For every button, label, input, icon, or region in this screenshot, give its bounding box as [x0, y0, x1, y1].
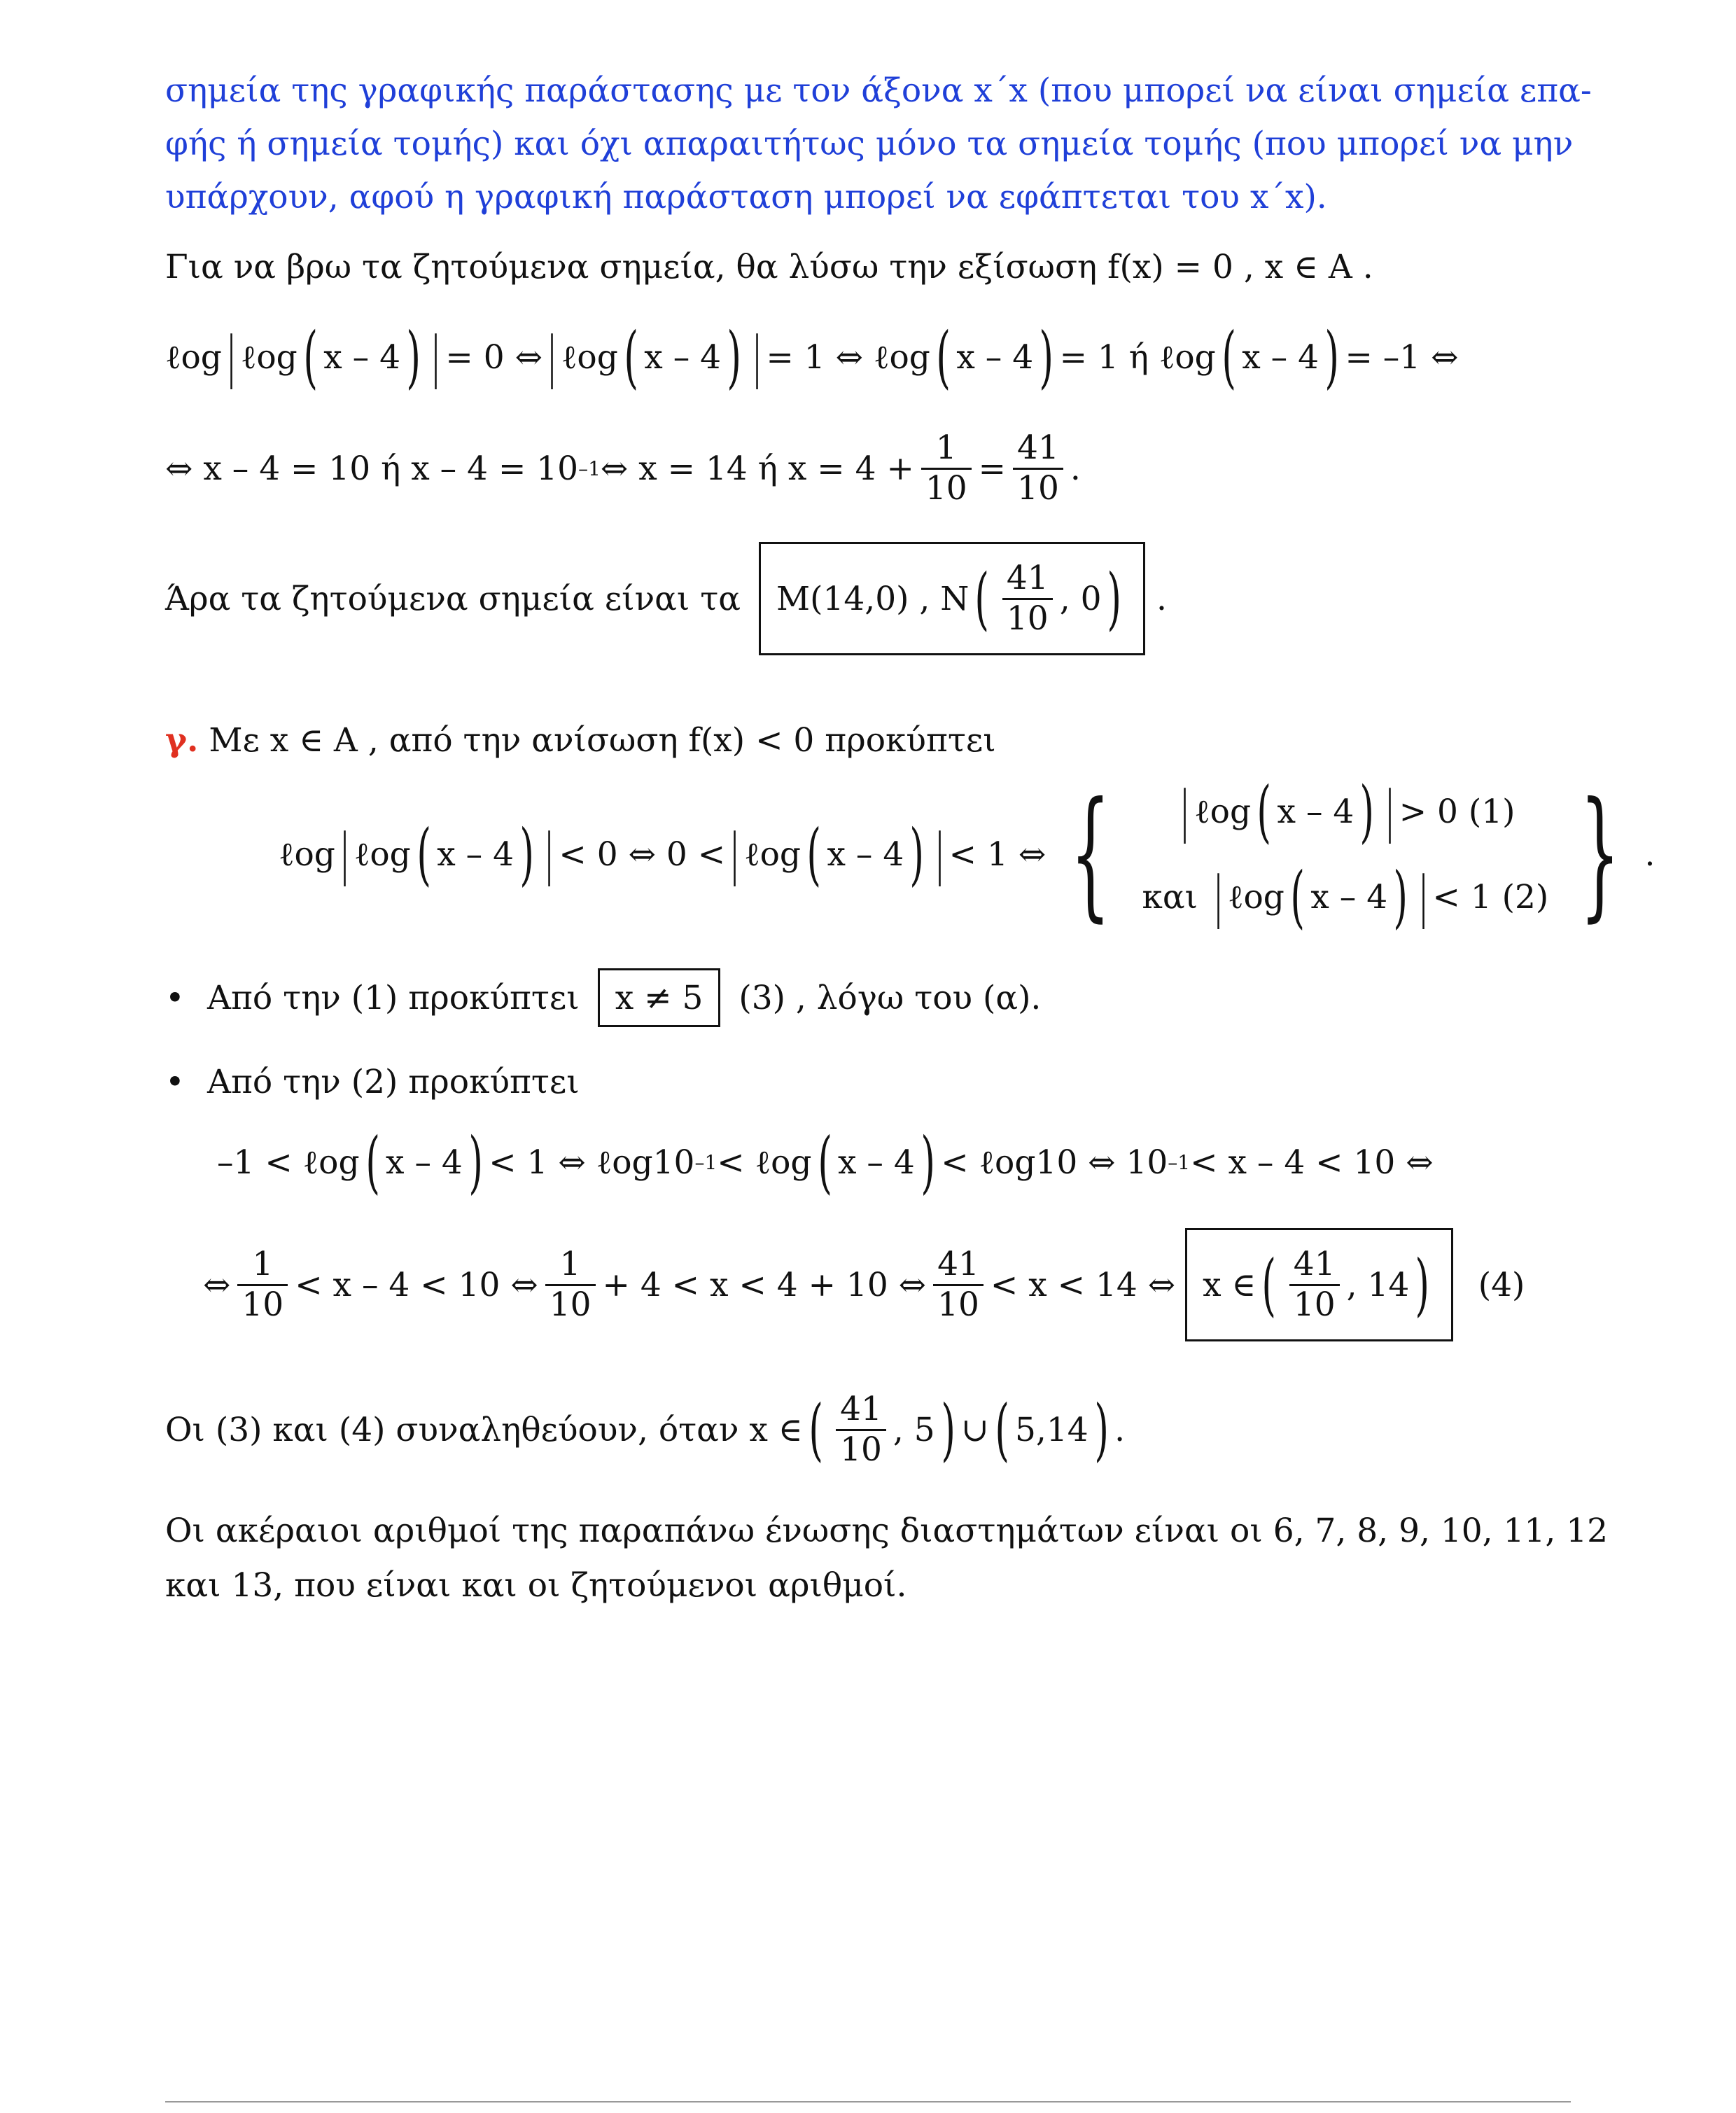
paren-right: ) [920, 1123, 935, 1201]
ineq-period: . [1644, 835, 1656, 874]
fraction-41-10 [1013, 429, 1063, 507]
frac-num: 41 [1293, 1245, 1336, 1284]
abs-bar-right: | [935, 821, 944, 886]
paren-right: ) [1415, 1246, 1430, 1324]
frac-num: 41 [937, 1245, 979, 1284]
chain1-p3: < 1 ⇔ ℓog10 [489, 1143, 695, 1182]
eq1-arg-4: x – 4 [1242, 337, 1319, 377]
frac-den: 10 [1289, 1284, 1340, 1324]
inequality-chain-2 [203, 1222, 1610, 1348]
paren-right: ) [909, 815, 925, 893]
inequality-chain-1 [217, 1123, 1624, 1201]
paren-left: ( [817, 1123, 832, 1201]
abs-bar-left: | [1181, 779, 1189, 844]
fraction-1-10 [921, 429, 972, 507]
paren-left: ( [624, 318, 638, 396]
conclusion-line-1: Οι ακέραιοι αριθμοί της παραπάνω ένωσης διαστημάτων είναι οι 6, 7, 8, 9, 10, 11, 12 [165, 1512, 1609, 1550]
paren-right: ) [1094, 1390, 1109, 1469]
equation-tag-4: (4) [1478, 1265, 1525, 1304]
paren-right: ) [406, 318, 421, 396]
abs-bar-right: | [545, 821, 554, 886]
frac-num: 1 [559, 1245, 581, 1284]
frac-den: 10 [545, 1284, 596, 1324]
eq1-end: = –1 ⇔ [1345, 337, 1459, 377]
frac-den: 10 [237, 1284, 288, 1324]
bullet-1 [165, 970, 1572, 1026]
fraction-41-10 [1002, 559, 1053, 637]
paren-left: ( [808, 1390, 823, 1469]
paren-right: ) [468, 1123, 483, 1201]
fraction-41-10 [1289, 1246, 1340, 1323]
union-period: . [1114, 1410, 1126, 1449]
paren-right: ) [1324, 318, 1340, 396]
ineq-rel-2: < 1 ⇔ [948, 835, 1046, 874]
paren-right: ) [519, 815, 535, 893]
footer-rule [165, 2101, 1571, 2102]
chain1-p7: < x – 4 < 10 ⇔ [1190, 1143, 1434, 1182]
intro-line-1: σημεία της γραφικής παράστασης με τον άξονα x΄x (που μπορεί να είναι σημεία επα- [165, 71, 1592, 110]
frac-num: 1 [935, 428, 957, 468]
paren-left: ( [1261, 1246, 1277, 1324]
part-c-letter: γ. [165, 721, 199, 760]
paren-left: ( [974, 559, 990, 638]
union-p2: 5,14 [1015, 1410, 1088, 1449]
answer-period: . [1156, 579, 1167, 618]
chain1-arg: x – 4 [386, 1143, 463, 1182]
fraction-41-10 [836, 1390, 886, 1468]
paren-left: ( [806, 815, 822, 893]
intro-line-3: υπάρχουν, αφού η γραφική παράσταση μπορεί να εφάπτεται του x΄x). [165, 178, 1327, 216]
equation-log-abs [165, 318, 1572, 396]
frac-den: 10 [933, 1284, 983, 1324]
eq1-or: = 1 ή ℓog [1059, 337, 1216, 377]
abs-bar-right: | [752, 324, 761, 389]
frac-den: 10 [1013, 468, 1063, 508]
answer-points [165, 543, 1572, 655]
abs-bar-left: | [227, 324, 235, 389]
paren-right: ) [1393, 858, 1408, 936]
part-c-heading [165, 721, 1572, 760]
fraction-1-10 [545, 1246, 596, 1323]
eq2-equals: = [978, 449, 1007, 488]
system-row-1 [1142, 772, 1548, 851]
sys2-and: και [1142, 877, 1198, 916]
intro-line-2: φής ή σημεία τομής) και όχι απαραιτήτως μόνο τα σημεία τομής (που μπορεί να μην [165, 125, 1574, 163]
abs-bar-right: | [1419, 864, 1427, 929]
paren-left: ( [1256, 772, 1272, 851]
ineq-log-inner: ℓog [354, 835, 411, 874]
paren-left: ( [994, 1390, 1009, 1469]
point-n-rest: , 0 [1059, 579, 1102, 618]
conclusion-line-2: και 13, που είναι και οι ζητούμενοι αριθμοί. [165, 1566, 907, 1605]
sys1-arg: x – 4 [1277, 792, 1354, 831]
bullet-1-lead: Από την (1) προκύπτει [207, 978, 580, 1017]
abs-bar-left: | [340, 821, 349, 886]
paren-left: ( [936, 318, 951, 396]
point-m: M(14,0) , N [776, 579, 969, 618]
system-brace-left: { [1070, 772, 1111, 935]
ineq-log-2: ℓog [744, 835, 801, 874]
paren-left: ( [416, 815, 431, 893]
frac-num: 41 [840, 1390, 882, 1429]
eq1-eq-2: = 1 ⇔ ℓog [766, 337, 930, 377]
bullet-2 [165, 1057, 1572, 1106]
chain1-p6: < ℓog10 ⇔ 10 [941, 1143, 1168, 1182]
sys2-arg: x – 4 [1310, 877, 1388, 916]
abs-bar-right: | [1385, 779, 1394, 844]
sys2-log: ℓog [1227, 877, 1284, 916]
eq1-log-inner: ℓog [240, 337, 298, 377]
chain2-p4: < x < 14 ⇔ [990, 1265, 1176, 1304]
fraction-41-10 [933, 1246, 983, 1323]
abs-bar-right: | [432, 324, 440, 389]
paren-right: ) [941, 1390, 955, 1469]
union-symbol: ∪ [961, 1410, 989, 1449]
eq2-exponent: –1 [578, 456, 601, 480]
frac-num: 41 [1017, 428, 1059, 468]
chain2-p1: ⇔ [203, 1265, 231, 1304]
paren-left: ( [365, 1123, 380, 1201]
frac-den: 10 [836, 1429, 886, 1469]
ineq-rel: < 0 ⇔ 0 < [559, 835, 726, 874]
ineq-arg: x – 4 [437, 835, 514, 874]
sys1-rel: > 0 (1) [1399, 792, 1516, 831]
abs-bar-left: | [1214, 864, 1222, 929]
part-c-text: Με x ∈ A , από την ανίσωση f(x) < 0 προκύπτει [209, 721, 996, 760]
chain2-p2: < x – 4 < 10 ⇔ [295, 1265, 538, 1304]
eq1-log: ℓog [165, 337, 222, 377]
paren-left: ( [1222, 318, 1236, 396]
intro-paragraph [165, 64, 1592, 224]
frac-num: 41 [1006, 559, 1049, 598]
system-row-2 [1142, 858, 1549, 936]
eq1-eq: = 0 ⇔ [445, 337, 542, 377]
solve-statement: Για να βρω τα ζητούμενα σημεία, θα λύσω την εξίσωση f(x) = 0 , x ∈ A . [165, 248, 1373, 286]
sys1-log: ℓog [1194, 792, 1252, 831]
ineq-arg-2: x – 4 [827, 835, 904, 874]
paren-right: ) [1107, 559, 1122, 638]
union-p1: , 5 [892, 1410, 935, 1449]
equation-solutions [165, 423, 1572, 514]
union-statement [165, 1381, 1572, 1479]
frac-den: 10 [1002, 598, 1053, 638]
boxed-points [759, 542, 1145, 655]
abs-bar-left: | [548, 324, 556, 389]
eq1-arg: x – 4 [323, 337, 401, 377]
chain1-p1: –1 < ℓog [217, 1143, 360, 1182]
abs-bar-left: | [731, 821, 739, 886]
bullet-2-lead: Από την (2) προκύπτει [207, 1062, 580, 1101]
frac-den: 10 [921, 468, 972, 508]
answer-lead: Άρα τα ζητούμενα σημεία είναι τα [165, 579, 741, 618]
ineq-log: ℓog [279, 835, 335, 874]
system-rows [1135, 772, 1555, 936]
eq2-part2: ⇔ x = 14 ή x = 4 + [600, 449, 914, 488]
union-lead: Οι (3) και (4) συναληθεύουν, όταν x ∈ [165, 1410, 803, 1449]
chain2-p3: + 4 < x < 4 + 10 ⇔ [602, 1265, 927, 1304]
boxed-rest: , 14 [1346, 1265, 1410, 1304]
sys2-rel: < 1 (2) [1432, 877, 1549, 916]
chain1-p4: < ℓog [717, 1143, 812, 1182]
eq2-part1: ⇔ x – 4 = 10 ή x – 4 = 10 [165, 449, 579, 488]
system-brace-right: } [1580, 772, 1620, 935]
boxed-x-in: x ∈ [1203, 1265, 1256, 1304]
paren-left: ( [303, 318, 318, 396]
paren-right: ) [1039, 318, 1054, 396]
chain1-exp-1: –1 [694, 1150, 718, 1174]
bullet-dot: • [165, 978, 185, 1017]
eq1-arg-2: x – 4 [644, 337, 722, 377]
conclusion-paragraph [165, 1504, 1609, 1613]
paren-left: ( [1290, 858, 1305, 936]
eq2-period: . [1070, 449, 1081, 488]
bullet-dot: • [165, 1062, 185, 1101]
inequality-system [279, 772, 1686, 936]
boxed-x-neq-5: x ≠ 5 [598, 968, 721, 1027]
chain1-exp-2: –1 [1168, 1150, 1191, 1174]
eq1-log-2: ℓog [561, 337, 618, 377]
frac-num: 1 [252, 1245, 274, 1284]
boxed-interval [1185, 1228, 1453, 1341]
paren-right: ) [727, 318, 742, 396]
bullet-1-rest: (3) , λόγω του (α). [738, 978, 1042, 1017]
paren-right: ) [1359, 772, 1375, 851]
chain1-arg-2: x – 4 [837, 1143, 915, 1182]
fraction-1-10 [237, 1246, 288, 1323]
eq1-arg-3: x – 4 [956, 337, 1034, 377]
